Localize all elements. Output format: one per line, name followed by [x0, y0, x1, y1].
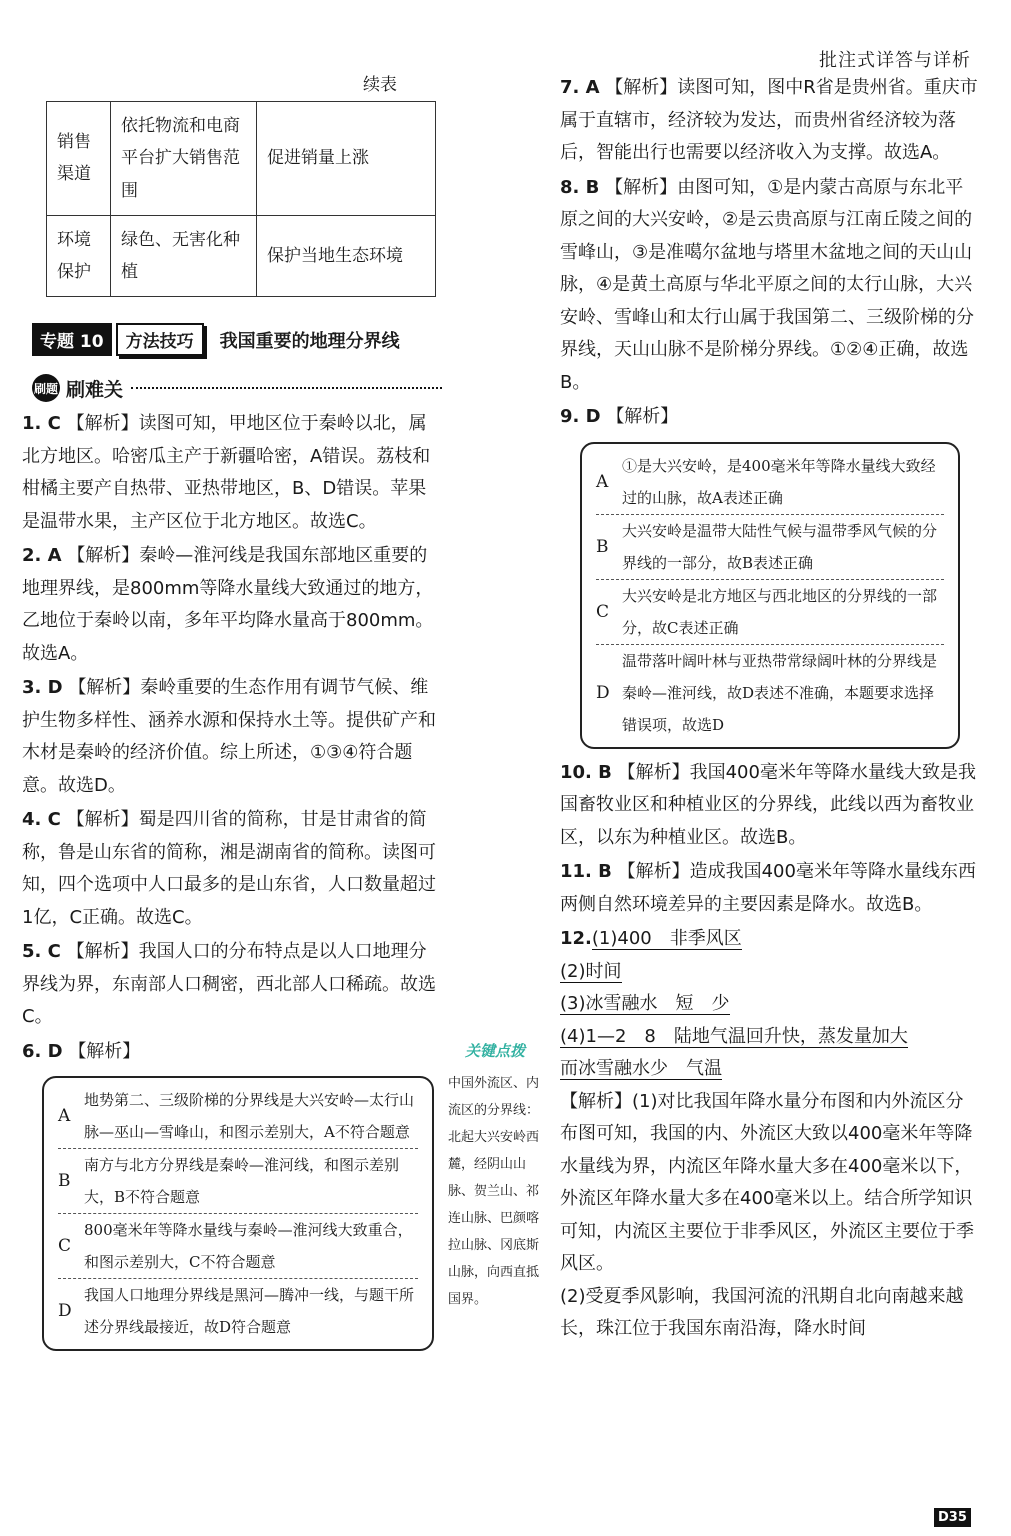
option-text: ①是大兴安岭，是400毫米年等降水量线大致经过的山脉，故A表述正确	[622, 456, 936, 507]
key-hint-note: 中国外流区、内流区的分界线：北起大兴安岭西麓，经阴山山脉、贺兰山、祁连山脉、巴颜喀拉山脉、冈底斯山脉，向西直抵国界。	[448, 1076, 540, 1307]
option-text: 大兴安岭是温带大陆性气候与温带季风气候的分界线的一部分，故B表述正确	[622, 521, 938, 572]
table-cell: 依托物流和电商平台扩大销售范围	[111, 102, 257, 216]
answer-text: 【解析】造成我国400毫米年等降水量线东西两侧自然环境差异的主要因素是降水。故选B。	[560, 861, 976, 915]
answer-text: 【解析】	[68, 1040, 141, 1062]
answer-10	[560, 757, 980, 855]
answer-8	[560, 172, 980, 400]
answer-3	[22, 672, 442, 802]
answer-number: 10. B	[560, 761, 612, 783]
answer-number: 6. D	[22, 1040, 63, 1062]
answer-number: 11. B	[560, 861, 612, 882]
answer-2	[22, 540, 442, 670]
answer-number: 1. C	[22, 413, 61, 435]
divider	[131, 387, 442, 389]
option-key: C	[58, 1236, 72, 1257]
option-text: 南方与北方分界线是秦岭—淮河线，和图示差别大，B不符合题意	[84, 1156, 400, 1207]
option-key: B	[596, 536, 609, 557]
answer-4	[22, 804, 442, 934]
option-row	[58, 1148, 418, 1213]
table-row	[47, 102, 436, 216]
answer-text: 【解析】读图可知，甲地区位于秦岭以北，属北方地区。哈密瓜主产于新疆哈密，A错误。荔枝和柑橘主要产自热带、亚热带地区，B、D错误。苹果是温带水果，主产区位于北方地区。故选C。	[22, 413, 431, 532]
table-row	[47, 215, 436, 297]
option-text: 地势第二、三级阶梯的分界线是大兴安岭—太行山脉—巫山—雪峰山，和图示差别大，A不符合题意	[84, 1091, 415, 1142]
table-cell: 环境保护	[47, 215, 111, 297]
option-row	[596, 514, 944, 579]
option-row	[596, 644, 944, 741]
table-cell: 保护当地生态环境	[257, 215, 436, 297]
key-hint-tag: 关键点拨	[465, 1042, 526, 1060]
answer-11	[560, 856, 980, 921]
answer-7	[560, 72, 980, 170]
option-row	[596, 579, 944, 644]
topic-method: 方法技巧	[116, 323, 204, 356]
answer-9-box	[580, 442, 960, 749]
topic-title: 我国重要的地理分界线	[219, 330, 400, 352]
topic-heading	[32, 323, 442, 356]
answer-number: 4. C	[22, 809, 61, 831]
continued-table	[46, 101, 436, 297]
option-key: C	[596, 601, 610, 622]
table-cell: 销售渠道	[47, 102, 111, 216]
answer-9	[560, 401, 980, 434]
option-key: D	[596, 682, 610, 703]
option-text: 大兴安岭是北方地区与西北地区的分界线的一部分，故C表述正确	[622, 586, 938, 637]
section-label: 刷难关	[66, 378, 124, 401]
option-key: B	[58, 1171, 71, 1192]
option-key: A	[58, 1106, 71, 1127]
option-row	[596, 450, 944, 514]
option-row	[58, 1278, 418, 1343]
option-row	[58, 1084, 418, 1148]
answer-text: 【解析】蜀是四川省的简称，甘是甘肃省的简称，鲁是山东省的简称，湘是湖南省的简称。读图可知，四个选项中人口最多的是山东省，人口数量超过1亿，C正确。故选C。	[22, 809, 436, 928]
answer-text: 【解析】读图可知，图中R省是贵州省。重庆市属于直辖市，经济较为发达，而贵州省经济较为落后，智能出行也需要以经济收入为支撑。故选A。	[560, 77, 978, 163]
option-text: 800毫米年等降水量线与秦岭—淮河线大致重合，和图示差别大，C不符合题意	[84, 1221, 413, 1272]
option-key: A	[596, 471, 609, 492]
answer-6	[22, 1036, 442, 1069]
brush-icon: 刷题	[32, 374, 60, 402]
option-text: 我国人口地理分界线是黑河—腾冲一线，与题干所述分界线最接近，故D符合题意	[84, 1286, 415, 1337]
answer-1	[22, 408, 442, 538]
page-number: D35	[934, 1508, 971, 1527]
answer-number: 5. C	[22, 941, 61, 963]
answer-text: 【解析】由图可知，①是内蒙古高原与东北平原之间的大兴安岭，②是云贵高原与江南丘陵之间的雪峰山，③是准噶尔盆地与塔里木盆地之间的天山山脉，④是黄土高原与华北平原之间的太行山脉，大兴安岭、雪峰山和太行山属于我国第二、三级阶梯的分界线，天山山脉不是阶梯分界线。①②④正确，故选B。	[560, 176, 974, 393]
answer-text: 【解析】我国400毫米年等降水量线大致是我国畜牧业区和种植业区的分界线，此线以西为畜牧业区，以东为种植业区。故选B。	[560, 761, 976, 848]
answer-text: 【解析】	[606, 406, 679, 427]
fill-answer: (4)1—2 8 陆地气温回升快，蒸发量加大	[560, 1025, 908, 1047]
page-header: 批注式详答与详析	[819, 50, 971, 71]
answer-text: 【解析】我国人口的分布特点是以人口地理分界线为界，东南部人口稠密，西北部人口稀疏。故选C。	[22, 941, 436, 1028]
answer-text: 【解析】秦岭重要的生态作用有调节气候、维护生物多样性、涵养水源和保持水土等。提供矿产和木材是秦岭的经济价值。综上所述，①③④符合题意。故选D。	[22, 677, 436, 796]
fill-answer: 而冰雪融水少 气温	[560, 1058, 722, 1079]
answer-5	[22, 936, 442, 1034]
section-heading	[32, 374, 442, 402]
fill-answer: (3)冰雪融水 短 少	[560, 993, 730, 1014]
option-row	[58, 1213, 418, 1278]
fill-answer: (1)400 非季风区	[591, 928, 742, 949]
answer-number: 8. B	[560, 176, 600, 198]
answer-text: 【解析】(1)对比我国年降水量分布图和内外流区分布图可知，我国的内、外流区大致以400毫米年等降水量线为界，内流区年降水量大多在400毫米以下，外流区年降水量大多在400毫米以上。结合所学知识可知，内流区主要位于非季风区，外流区主要位于季风区。	[560, 1090, 974, 1274]
answer-number: 9. D	[560, 406, 601, 427]
topic-tag: 专题 10	[32, 323, 112, 356]
answer-6-box	[42, 1076, 434, 1351]
left-column	[22, 70, 442, 1359]
option-text: 温带落叶阔叶林与亚热带常绿阔叶林的分界线是秦岭—淮河线，故D表述不准确，本题要求选择错误项，故选D	[622, 651, 938, 734]
answer-text: (2)受夏季风影响，我国河流的汛期自北向南越来越长，珠江位于我国东南沿海，降水时间	[560, 1285, 964, 1339]
answer-number: 3. D	[22, 677, 63, 699]
answer-text: 【解析】秦岭—淮河线是我国东部地区重要的地理界线，是800mm等降水量线大致通过的地方，乙地位于秦岭以南，多年平均降水量高于800mm。故选A。	[22, 545, 434, 664]
option-key: D	[58, 1301, 72, 1322]
answer-number: 12.	[560, 928, 592, 949]
fill-answer: (2)时间	[560, 960, 622, 982]
answer-number: 7. A	[560, 77, 600, 98]
right-column	[560, 70, 980, 1346]
table-cell: 绿色、无害化种植	[111, 215, 257, 297]
table-cell: 促进销量上涨	[257, 102, 436, 216]
answer-12	[560, 923, 980, 1346]
continued-label: 续表	[363, 75, 397, 95]
answer-number: 2. A	[22, 545, 62, 567]
